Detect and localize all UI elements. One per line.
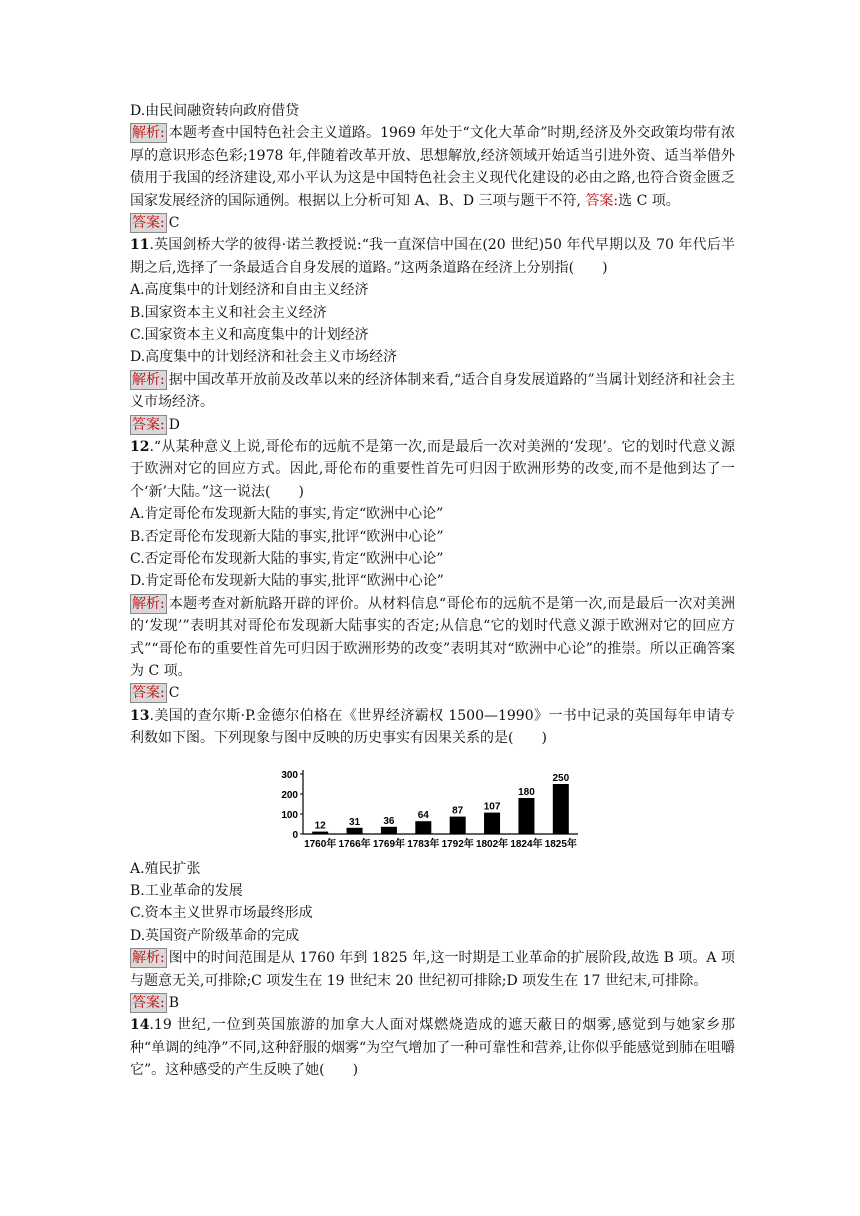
analysis-tag: 解析: [132,371,165,388]
q12-analysis [130,593,735,683]
analysis-tag: 解析: [132,125,165,142]
q11-stem-text: .英国剑桥大学的彼得·诺兰教授说:“我一直深信中国在(20 世纪)50 年代早期以及 70 年代后半期之后,选择了一条最适合自身发展的道路。”这两条道路在经济上分别指( ) [130,237,735,276]
y-tick-label: 300 [281,769,298,781]
bar [450,816,466,833]
q13-answer [130,992,735,1014]
bar-value-label: 64 [417,809,429,821]
q13-number: 13 [130,707,150,724]
bar-value-label: 250 [552,772,570,784]
document-page [130,100,735,1082]
x-tick-label: 1792年 [441,838,474,850]
q12-analysis-text: 本题考查对新航路开辟的评价。从材料信息“哥伦布的远航不是第一次,而是最后一次对美洲的‘发现’”表明其对哥伦布发现新大陆事实的否定;从信息“它的划时代意义源于欧洲对它的回应方式”“哥伦布的重要性首先可归因于欧洲形势的改变”表明其对“欧洲中心论”的推崇。所以正确答案为 C 项。 [130,595,735,679]
q11-answer [130,414,735,436]
bar-value-label: 36 [383,815,395,827]
x-tick-label: 1802年 [475,838,509,850]
q12-answer-value: C [168,685,180,702]
q13-option-d: D.英国资产阶级革命的完成 [130,927,300,944]
q12-number: 12 [130,438,150,455]
answer-tag: 答案: [132,215,165,232]
q12-answer [130,682,735,704]
analysis-tag: 解析: [132,950,165,967]
x-tick-label: 1825年 [544,838,577,850]
y-tick-label: 200 [281,789,298,801]
q13-analysis-text: 图中的时间范围是从 1760 年到 1825 年,这一时期是工业革命的扩展阶段,故选 B 项。A 项与题意无关,可排除;C 项发生在 19 世纪末 20 世纪初可排除;D 项发生在 17 世纪末,可排除。 [130,950,735,989]
q10-analysis [130,122,735,212]
q12-option-d: D.肯定哥伦布发现新大陆的事实,批评“欧洲中心论” [130,573,444,590]
q13-option-a: A.殖民扩张 [130,860,201,877]
q10-inline-answer-text: 选 C 项。 [618,192,680,209]
q14-number: 14 [130,1017,150,1034]
q14-stem [130,1014,735,1081]
q11-analysis-text: 据中国改革开放前及改革以来的经济体制来看,“适合自身发展道路的”当属计划经济和社会主义市场经济。 [130,371,735,411]
q13-answer-value: B [168,994,180,1011]
x-tick-label: 1760年 [304,838,337,850]
q13-option-b: B.工业革命的发展 [130,882,243,899]
q10-inline-answer-label: 答案: [585,192,619,209]
q12-stem-text: .“从某种意义上说,哥伦布的远航不是第一次,而是最后一次对美洲的‘发现’。它的划时代意义源于欧洲对它的回应方式。因此,哥伦布的重要性首先可归因于欧洲形势的改变,而不是他到达了一个‘新’大陆。”这一说法( ) [130,438,735,500]
x-tick-label: 1766年 [338,838,371,850]
q10-analysis-text: 本题考查中国特色社会主义道路。1969 年处于“文化大革命”时期,经济及外交政策均带有浓厚的意识形态色彩;1978 年,伴随着改革开放、思想解放,经济领域开始适当引进外资、适当举借外债用于我国的经济建设,邓小平认为这是中国特色社会主义现代化建设的必由之路,也符合资金匮乏国家发展经济的国际通例。根据以上分析可知 A、B、D 三项与题干不符, [130,125,735,209]
q10-answer [130,212,735,234]
q11-stem [130,234,735,279]
q10-answer-value: C [168,215,180,232]
bar [553,784,569,834]
q11-option-a: A.高度集中的计划经济和自由主义经济 [130,282,369,299]
q13-option-c: C.资本主义世界市场最终形成 [130,905,313,922]
q11-number: 11 [130,237,150,254]
q13-stem-text: .美国的查尔斯·P.金德尔伯格在《世界经济霸权 1500—1990》一书中记录的英国每年申请专利数如下图。下列现象与图中反映的历史事实有因果关系的是( ) [130,707,735,747]
q12-option-b: B.否定哥伦布发现新大陆的事实,批评“欧洲中心论” [130,528,444,545]
q11-option-d: D.高度集中的计划经济和社会主义市场经济 [130,349,398,366]
patent-chart [130,754,735,854]
q12-option-a: A.肯定哥伦布发现新大陆的事实,肯定“欧洲中心论” [130,506,444,523]
answer-tag: 答案: [132,685,165,702]
q13-analysis [130,947,735,992]
q11-analysis [130,369,735,414]
bar [347,827,363,833]
q11-option-b: B.国家资本主义和社会主义经济 [130,304,327,321]
q11-answer-value: D [168,416,180,433]
x-tick-label: 1769年 [372,838,406,850]
x-tick-label: 1783年 [407,838,440,850]
bar [381,826,397,833]
q14-stem-text: .19 世纪,一位到英国旅游的加拿大人面对煤燃烧造成的遮天蔽日的烟雾,感觉到与她家乡那种“单调的纯净”不同,这种舒服的烟雾“为空气增加了一种可靠性和营养,让你似乎能感觉到肺在咀嚼它”。这种感受的产生反映了她( ) [130,1017,735,1079]
patent-bar-chart [130,754,735,854]
bar [484,812,500,833]
x-tick-label: 1824年 [510,838,543,850]
bar-value-label: 180 [518,786,535,798]
bar [415,821,431,834]
bar-value-label: 31 [349,816,361,828]
y-tick-label: 100 [281,809,298,821]
bar-value-label: 107 [483,801,501,813]
y-tick-label: 0 [292,829,298,841]
q10-option-d: D.由民间融资转向政府借贷 [130,103,300,119]
answer-tag: 答案: [132,994,165,1011]
bar [312,831,328,833]
bar-value-label: 12 [314,820,326,832]
q13-stem [130,705,735,750]
q12-stem [130,436,735,503]
analysis-tag: 解析: [132,595,165,612]
bar [518,798,534,834]
q12-option-c: C.否定哥伦布发现新大陆的事实,肯定“欧洲中心论” [130,550,444,567]
q11-option-c: C.国家资本主义和高度集中的计划经济 [130,327,369,343]
bar-value-label: 87 [452,805,464,817]
answer-tag: 答案: [132,416,165,433]
